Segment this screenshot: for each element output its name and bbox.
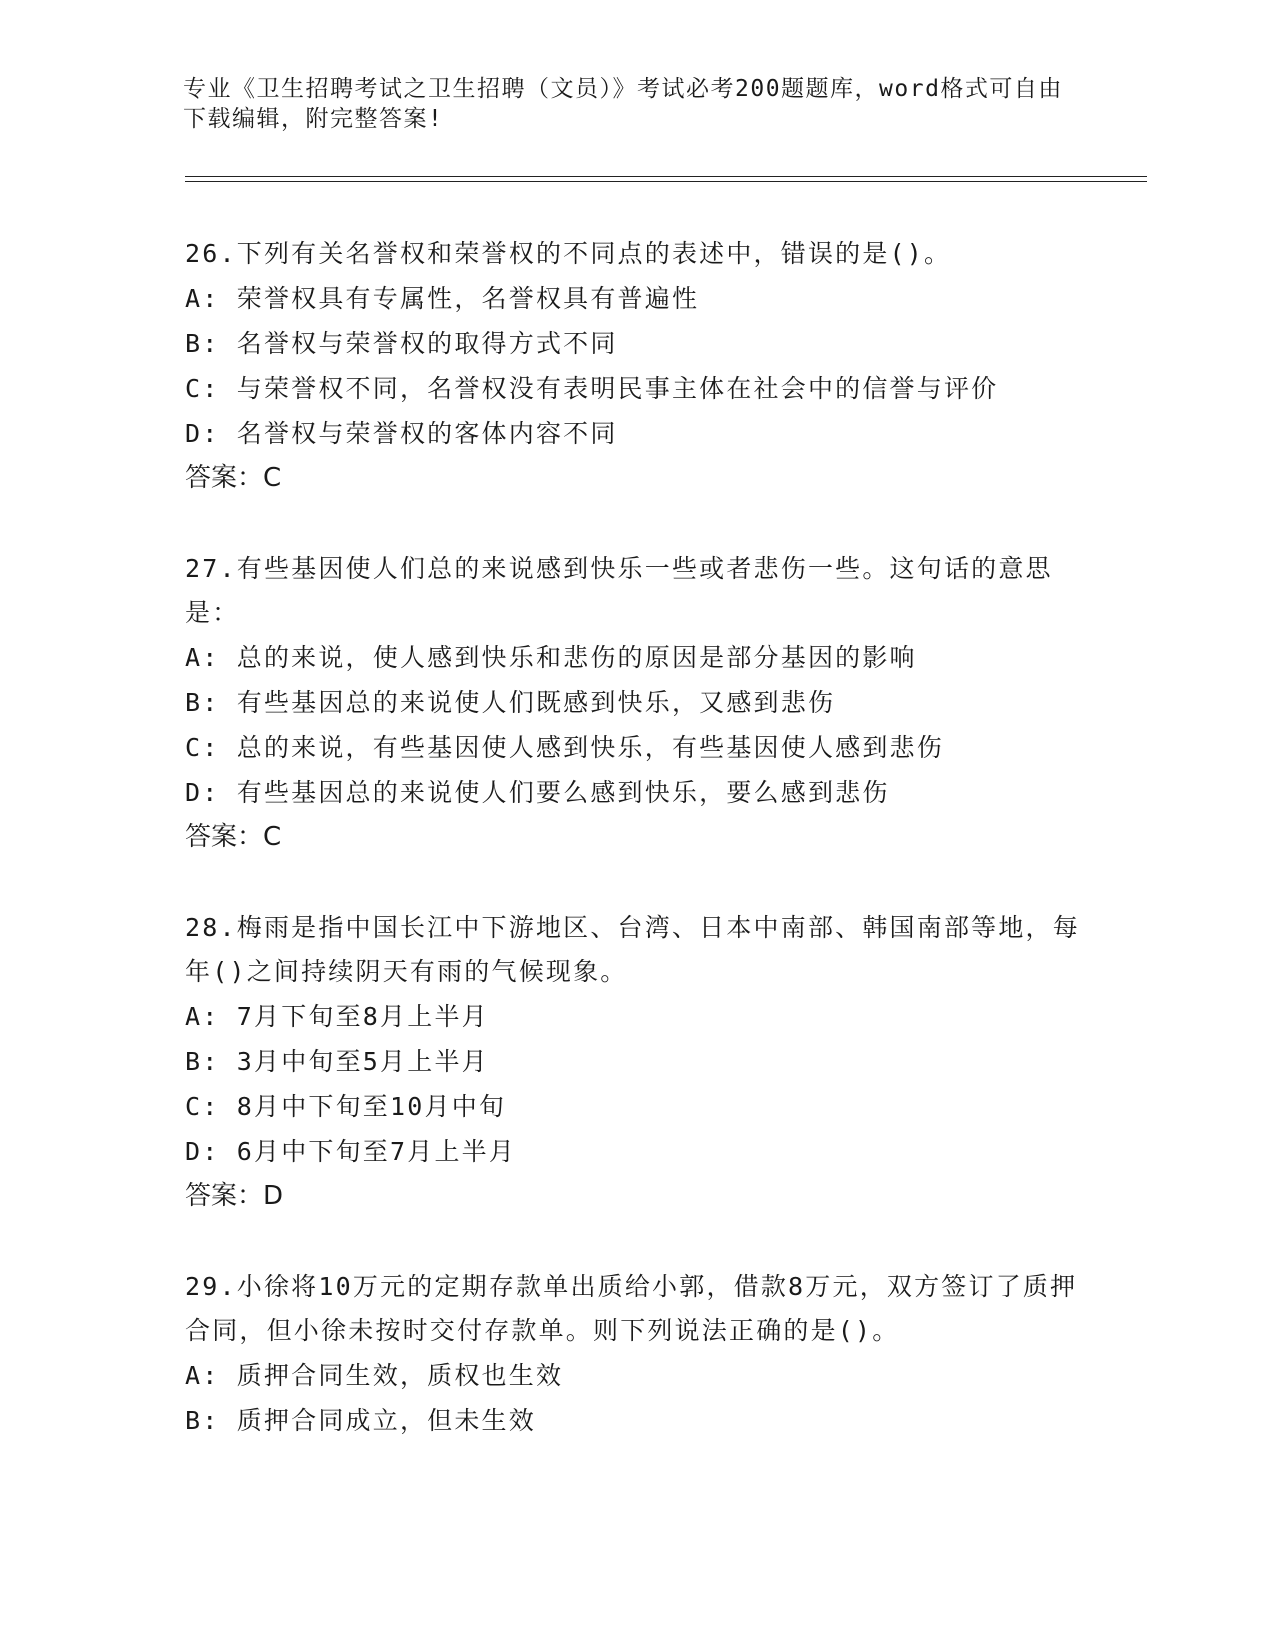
- answer-value: C: [263, 463, 283, 493]
- question-text: 28.梅雨是指中国长江中下游地区、台湾、日本中南部、韩国南部等地，每年()之间持续阴天有雨的气候现象。: [185, 913, 1080, 986]
- question-29: [185, 1265, 1085, 1443]
- option-b: B: 3月中旬至5月上半月: [185, 1047, 489, 1076]
- header-title: 专业《卫生招聘考试之卫生招聘（文员）》考试必考200题题库，word格式可自由下载编辑，附完整答案!: [183, 76, 1063, 132]
- answer-line: [185, 815, 1085, 860]
- option-d: D: 名誉权与荣誉权的客体内容不同: [185, 419, 618, 448]
- question-28: [185, 906, 1085, 1219]
- question-list: [185, 232, 1085, 1489]
- header-divider-bottom: [185, 181, 1147, 182]
- option-a: A: 荣誉权具有专属性，名誉权具有普遍性: [185, 284, 700, 313]
- option-b: B: 质押合同成立，但未生效: [185, 1406, 536, 1435]
- answer-label: 答案：: [185, 463, 264, 493]
- option-a: A: 总的来说，使人感到快乐和悲伤的原因是部分基因的影响: [185, 643, 917, 672]
- document-header: [183, 74, 1063, 134]
- option-a: A: 7月下旬至8月上半月: [185, 1002, 489, 1031]
- answer-label: 答案：: [185, 822, 264, 852]
- question-text: 26.下列有关名誉权和荣誉权的不同点的表述中，错误的是()。: [185, 239, 952, 268]
- answer-label: 答案：: [185, 1181, 264, 1211]
- question-26: [185, 232, 1085, 501]
- question-text: 27.有些基因使人们总的来说感到快乐一些或者悲伤一些。这句话的意思是：: [185, 554, 1053, 627]
- answer-value: C: [263, 822, 283, 852]
- option-b: B: 有些基因总的来说使人们既感到快乐，又感到悲伤: [185, 688, 836, 717]
- option-b: B: 名誉权与荣誉权的取得方式不同: [185, 329, 618, 358]
- header-divider-top: [185, 176, 1147, 177]
- option-c: C: 与荣誉权不同，名誉权没有表明民事主体在社会中的信誉与评价: [185, 374, 999, 403]
- option-d: D: 有些基因总的来说使人们要么感到快乐，要么感到悲伤: [185, 778, 890, 807]
- answer-line: [185, 1174, 1085, 1219]
- option-c: C: 8月中下旬至10月中旬: [185, 1092, 507, 1121]
- option-c: C: 总的来说，有些基因使人感到快乐，有些基因使人感到悲伤: [185, 733, 944, 762]
- question-text: 29.小徐将10万元的定期存款单出质给小郭，借款8万元，双方签订了质押合同，但小徐未按时交付存款单。则下列说法正确的是()。: [185, 1272, 1078, 1345]
- answer-line: [185, 456, 1085, 501]
- question-27: [185, 547, 1085, 860]
- option-a: A: 质押合同生效，质权也生效: [185, 1361, 564, 1390]
- option-d: D: 6月中下旬至7月上半月: [185, 1137, 517, 1166]
- answer-value: D: [263, 1181, 285, 1211]
